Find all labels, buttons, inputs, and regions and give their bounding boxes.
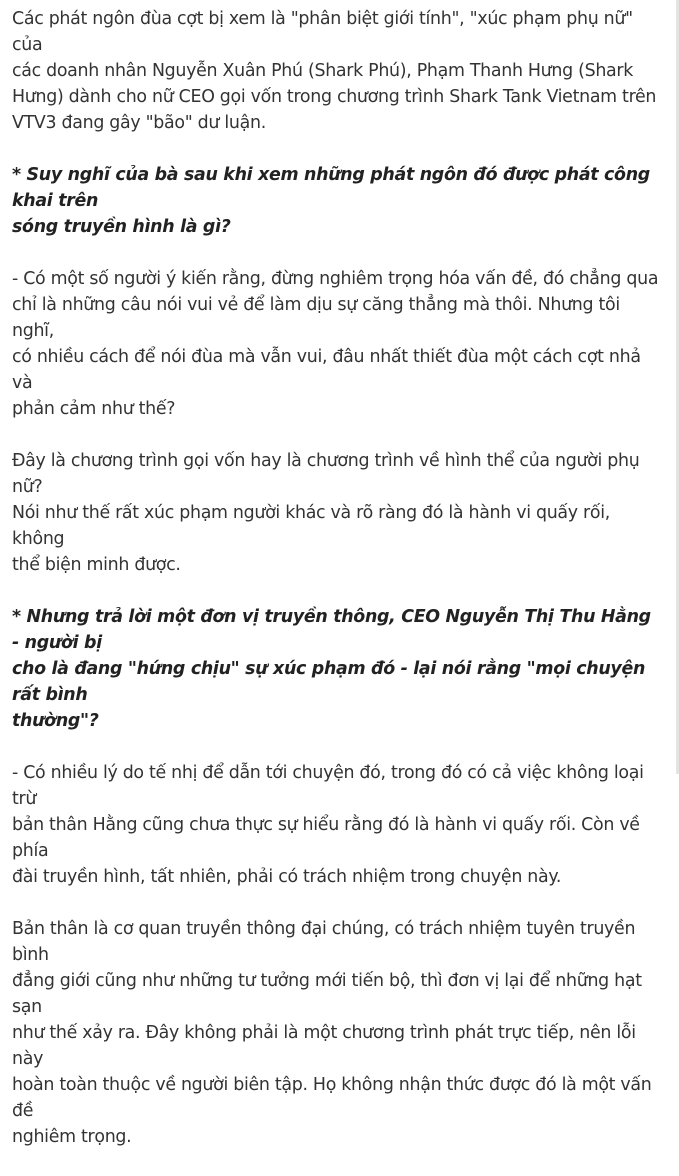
interview-question-1: * Suy nghĩ của bà sau khi xem những phát ngôn đó được phát công khai trên sóng truyền hình là gì? bbox=[12, 165, 650, 237]
answer-2-paragraph-2: Bản thân là cơ quan truyền thông đại chúng, có trách nhiệm tuyên truyền bình đẳng giới cũng như những tư tưởng mới tiến bộ, thì đơn vị lại để những hạt sạn như thế xảy ra. Đây không phải là một chương trình phát trực tiếp, nên lỗi này hoàn toàn thuộc về người biên tập. Họ không nhận thức được đó là một vấn đề nghiêm trọng. bbox=[12, 919, 652, 1147]
answer-1-paragraph-1: - Có một số người ý kiến rằng, đừng nghiêm trọng hóa vấn đề, đó chẳng qua chỉ là những câu nói vui vẻ để làm dịu sự căng thẳng mà thôi. Nhưng tôi nghĩ, có nhiều cách để nói đùa mà vẫn vui, đâu nhất thiết đùa một cách cợt nhả và phản cảm như thế? bbox=[12, 269, 659, 419]
intro-paragraph: Các phát ngôn đùa cợt bị xem là "phân biệt giới tính", "xúc phạm phụ nữ" của các doanh nhân Nguyễn Xuân Phú (Shark Phú), Phạm Thanh Hưng (Shark Hưng) dành cho nữ CEO gọi vốn trong chương trình Shark Tank Vietnam trên VTV3 đang gây "bão" dư luận. bbox=[12, 9, 657, 133]
interview-question-2: * Nhưng trả lời một đơn vị truyền thông, CEO Nguyễn Thị Thu Hằng - người bị cho là đang "hứng chịu" sự xúc phạm đó - lại nói rằng "mọi chuyện rất bình thường"? bbox=[12, 607, 651, 731]
answer-2-paragraph-1: - Có nhiều lý do tế nhị để dẫn tới chuyện đó, trong đó có cả việc không loại trừ bản thân Hằng cũng chưa thực sự hiểu rằng đó là hành vi quấy rối. Còn về phía đài truyền hình, tất nhiên, phải có trách nhiệm trong chuyện này. bbox=[12, 763, 644, 887]
answer-1-paragraph-2: Đây là chương trình gọi vốn hay là chương trình về hình thể của người phụ nữ? Nói như thế rất xúc phạm người khác và rõ ràng đó là hành vi quấy rối, không thể biện minh được. bbox=[12, 451, 640, 575]
article-body bbox=[12, 6, 662, 1176]
